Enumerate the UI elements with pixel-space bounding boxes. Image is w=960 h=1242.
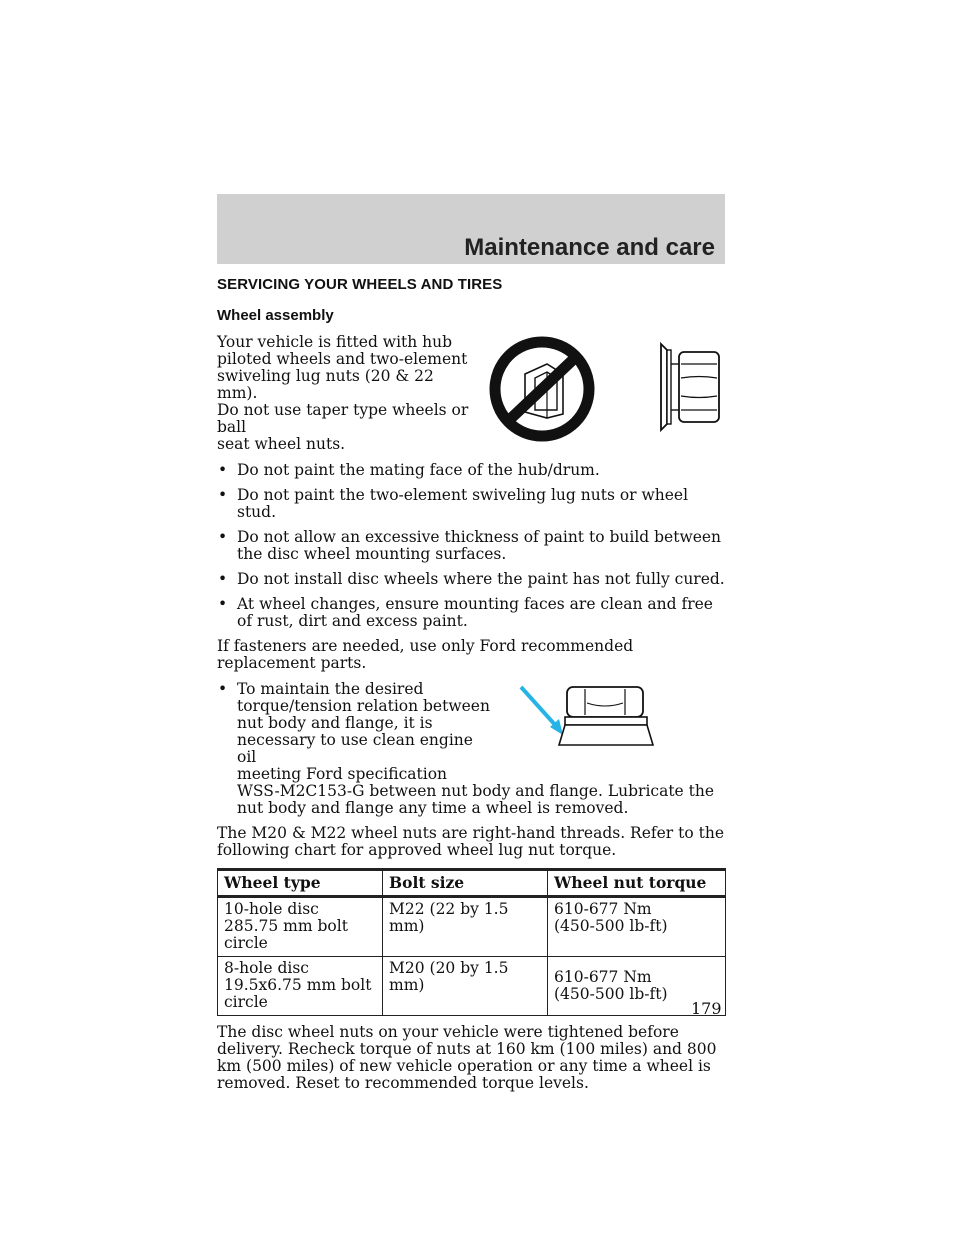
lube-line: nut body and flange, it is [237,714,433,732]
wheel-type-cell [218,897,383,957]
page-number: 179 [691,999,722,1018]
cell-line: (450-500 lb-ft) [554,917,668,935]
page-content [217,276,727,1101]
cell-line: 10-hole disc [224,900,319,918]
header-band [217,194,725,264]
paint-warnings-list [217,462,727,630]
list-item: • Do not paint the mating face of the hub/drum. [217,462,727,479]
lug-nut-figures [487,334,727,446]
table-row [218,957,726,1016]
lube-line: meeting Ford specification [237,765,448,783]
intro-row [217,334,727,462]
bolt-size-cell: M20 (20 by 1.5 mm) [383,957,548,1016]
list-item: • Do not paint the two-element swiveling lug nuts or wheel stud. [217,487,727,521]
intro-line: swiveling lug nuts (20 & 22 mm). [217,367,434,402]
lube-line: torque/tension relation between [237,697,490,715]
cell-line: 19.5x6.75 mm bolt [224,976,372,994]
intro-line: Your vehicle is fitted with hub [217,333,453,351]
intro-line: seat wheel nuts. [217,435,346,453]
closing-paragraph: The disc wheel nuts on your vehicle were tightened before delivery. Recheck torque of nuts at 160 km (100 miles) and 800 km (500 miles) of new vehicle operation or any time a wheel is removed. Reset to recommended torque levels. [217,1023,717,1092]
subsection-title: Wheel assembly [217,307,334,324]
intro-line: Do not use taper type wheels or ball [217,401,469,436]
wheel-torque-table [217,868,726,1016]
lube-line: necessary to use clean engine oil [237,731,473,766]
page-header-title: Maintenance and care [464,234,715,261]
table-header-row [218,870,726,897]
intro-paragraph [217,334,479,453]
lube-rest: WSS-M2C153-G between nut body and flange. Lubricate the nut body and flange any time a wheel is removed. [237,782,715,817]
torque-cell [548,897,726,957]
lubricated-nut-with-arrow-icon [517,683,657,755]
cell-line: circle [224,993,268,1011]
cell-line: 610-677 Nm [554,900,652,918]
intro-line: piloted wheels and two-element [217,350,468,368]
lube-line: • To maintain the desired [237,680,424,698]
list-item: • At wheel changes, ensure mounting faces are clean and free of rust, dirt and excess paint. [217,596,727,630]
list-item: • Do not install disc wheels where the paint has not fully cured. [217,571,727,588]
cell-line: (450-500 lb-ft) [554,984,668,1003]
table-row [218,897,726,957]
cell-line: 610-677 Nm [554,967,652,986]
column-header: Bolt size [383,870,548,897]
fasteners-note: If fasteners are needed, use only Ford recommended replacement parts. [217,637,634,672]
list-item: • Do not allow an excessive thickness of paint to build between the disc wheel mounting surfaces. [217,529,727,563]
cell-line: 285.75 mm bolt circle [224,917,348,952]
approved-flange-nut-icon [659,342,729,432]
bolt-size-cell: M22 (22 by 1.5 mm) [383,897,548,957]
lubrication-block [217,681,727,817]
cell-line: 8-hole disc [224,959,309,977]
wheel-type-cell [218,957,383,1016]
prohibited-taper-nut-icon [487,334,597,444]
column-header: Wheel nut torque [548,870,726,897]
section-title: SERVICING YOUR WHEELS AND TIRES [217,276,503,293]
threads-note: The M20 & M22 wheel nuts are right-hand threads. Refer to the following chart for approved wheel lug nut torque. [217,824,725,859]
column-header: Wheel type [218,870,383,897]
